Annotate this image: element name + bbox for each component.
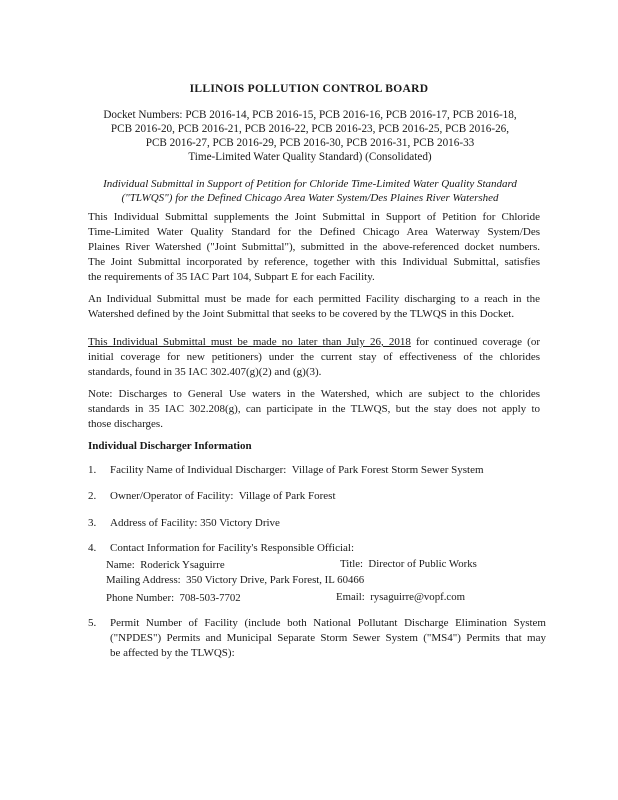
note-paragraph [88, 387, 540, 432]
docket-line: Time-Limited Water Quality Standard) (Consolidated) [188, 151, 432, 163]
paragraph-line: This Individual Submittal supplements the Joint Submittal in Support of Petition for Chloride [88, 211, 540, 223]
contact-title-value: Director of Public Works [368, 558, 477, 570]
item-line: Permit Number of Facility (include both National Pollutant Discharge Elimination System [110, 617, 546, 629]
paragraph-text: for continued coverage (or [410, 336, 540, 348]
subtitle-line: ("TLWQS") for the Defined Chicago Area Water System/Des Plaines River Watershed [121, 191, 499, 204]
item-label: Owner/Operator of Facility: [110, 490, 234, 502]
paragraph-line [88, 335, 540, 350]
item-text [110, 463, 484, 478]
document-title: ILLINOIS POLLUTION CONTROL BOARD [189, 83, 429, 95]
paragraph-line: the requirements of 35 IAC Part 104, Subpart E for each Facility. [88, 271, 375, 283]
section-heading: Individual Discharger Information [88, 440, 252, 452]
item-line: be affected by the TLWQS): [110, 647, 235, 659]
docket-block [95, 108, 525, 164]
subtitle-line: Individual Submittal in Support of Petition for Chloride Time-Limited Water Quality Standard [103, 178, 517, 190]
contact-email-label: Email: [336, 591, 365, 603]
paragraph-line: standards in 35 IAC 302.208(g), can participate in the TLWQS, but the stay does not apply to [88, 403, 540, 415]
contact-mailing-row [106, 573, 364, 588]
paragraph-line: An Individual Submittal must be made for each permitted Facility discharging to a reach in the [88, 293, 540, 305]
item-number: 2. [88, 490, 97, 502]
item-number: 5. [88, 617, 97, 629]
item-text [110, 516, 280, 531]
item-label: Contact Information for Facility's Responsible Official: [110, 542, 355, 554]
paragraph-line: initial coverage for new petitioners) under the current stay of effectiveness of the chlorides [88, 351, 540, 363]
paragraph-line: those discharges. [88, 418, 163, 430]
item-label: Facility Name of Individual Discharger: [110, 464, 287, 476]
paragraph-line: standards, found in 35 IAC 302.407(g)(2) and (g)(3). [88, 366, 322, 378]
item-text [110, 616, 546, 661]
docket-line: PCB 2016-20, PCB 2016-21, PCB 2016-22, PCB 2016-23, PCB 2016-25, PCB 2016-26, [110, 123, 510, 135]
docket-line: Docket Numbers: PCB 2016-14, PCB 2016-15, PCB 2016-16, PCB 2016-17, PCB 2016-18, [103, 109, 517, 121]
item-line: ("NPDES") Permits and Municipal Separate Storm Sewer System ("MS4") Permits that may [110, 632, 546, 644]
contact-phone-value: 708-503-7702 [179, 592, 241, 604]
paragraph-line: Plaines River Watershed ("Joint Submittal"), submitted in the above-referenced docket numbers. [88, 241, 540, 253]
intro-paragraph [88, 210, 540, 285]
requirement-paragraph [88, 292, 540, 322]
item-label: Address of Facility: [110, 517, 198, 529]
contact-mailing-label: Mailing Address: [106, 574, 181, 586]
contact-title-label: Title: [340, 558, 364, 570]
item-value: Village of Park Forest [238, 490, 336, 502]
contact-email-row [336, 591, 465, 603]
deadline-paragraph [88, 335, 540, 380]
submittal-subtitle [80, 178, 540, 205]
contact-name-row [106, 558, 225, 573]
paragraph-line: Note: Discharges to General Use waters in the Watershed, which are subject to the chlorides [88, 388, 540, 400]
contact-name-label: Name: [106, 559, 135, 571]
item-number: 4. [88, 542, 97, 554]
item-value: 350 Victory Drive [200, 517, 280, 529]
contact-title-row [340, 558, 477, 570]
contact-email-value: rysaguirre@vopf.com [370, 591, 465, 603]
contact-phone-label: Phone Number: [106, 592, 175, 604]
docket-line: PCB 2016-27, PCB 2016-29, PCB 2016-30, PCB 2016-31, PCB 2016-33 [145, 137, 475, 149]
paragraph-line: Watershed defined by the Joint Submittal that seeks to be covered by the TLWQS in this Docket. [88, 308, 515, 320]
item-number: 3. [88, 517, 97, 529]
contact-phone-row [106, 591, 241, 606]
item-number: 1. [88, 464, 97, 476]
item-value: Village of Park Forest Storm Sewer System [291, 464, 484, 476]
paragraph-line: The Joint Submittal incorporated by reference, together with this Individual Submittal, satisfies [88, 256, 540, 268]
contact-name-value: Roderick Ysaguirre [140, 559, 225, 571]
contact-mailing-value: 350 Victory Drive, Park Forest, IL 60466 [186, 574, 365, 586]
item-text [110, 489, 336, 504]
deadline-text: This Individual Submittal must be made no later than July 26, 2018 [88, 336, 411, 348]
paragraph-line: Time-Limited Water Quality Standard for the Defined Chicago Area Waterway System/Des [88, 226, 540, 238]
